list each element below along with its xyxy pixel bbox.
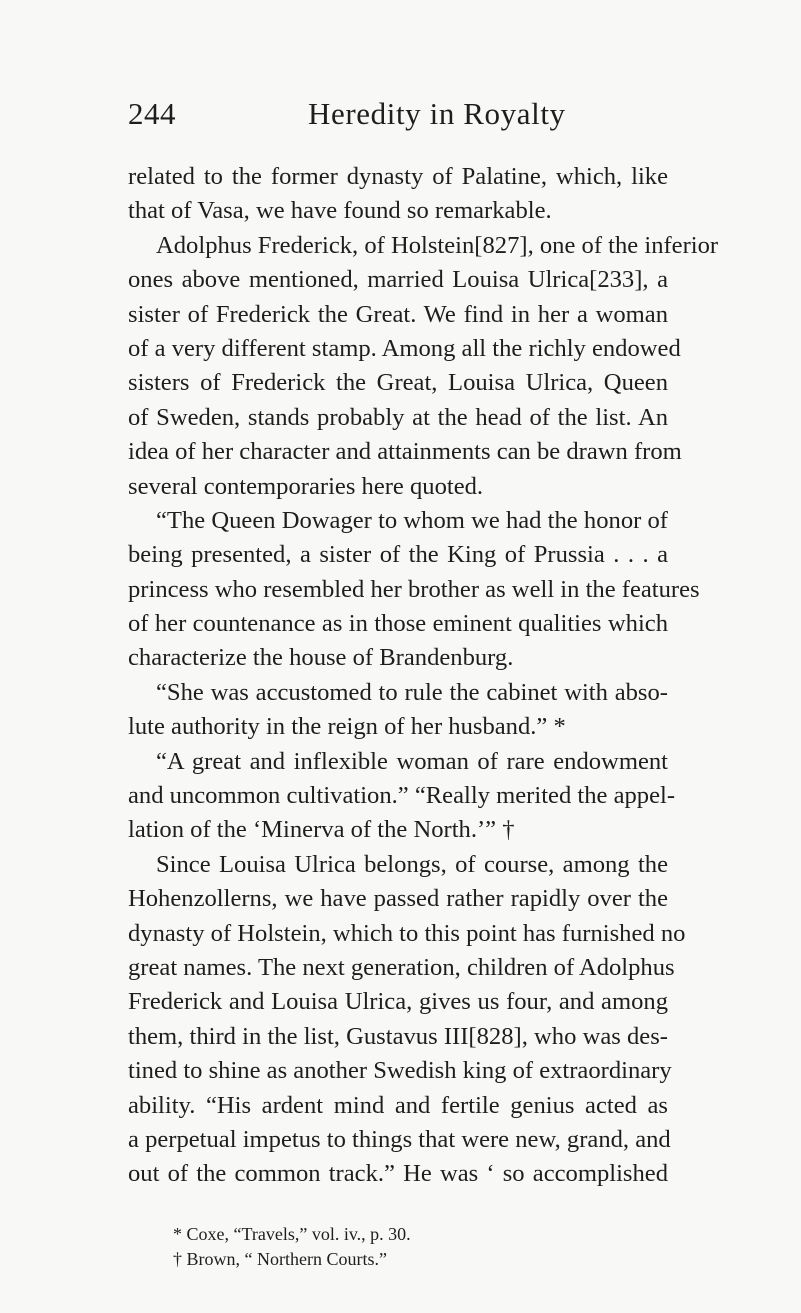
text-line: “The Queen Dowager to whom we had the honor of <box>156 506 668 534</box>
text-line: them, third in the list, Gustavus III[828], who was des- <box>128 1022 668 1050</box>
text-line: great names. The next generation, children of Adolphus <box>128 953 675 981</box>
text-line: dynasty of Holstein, which to this point has furnished no <box>128 919 686 947</box>
text-line: that of Vasa, we have found so remarkable. <box>128 197 552 225</box>
text-line: Adolphus Frederick, of Holstein[827], one of the inferior <box>156 231 719 259</box>
text-line: sisters of Frederick the Great, Louisa Ulrica, Queen <box>128 369 668 397</box>
body-text <box>128 160 719 1192</box>
text-line: idea of her character and attainments can be drawn from <box>128 438 682 466</box>
text-line: lation of the ‘Minerva of the North.’” † <box>128 816 515 844</box>
page-header <box>128 96 668 146</box>
text-line: Since Louisa Ulrica belongs, of course, among the <box>156 850 668 878</box>
text-line: Frederick and Louisa Ulrica, gives us four, and among <box>128 988 668 1016</box>
text-line: ability. “His ardent mind and fertile genius acted as <box>128 1091 668 1119</box>
text-line: tined to shine as another Swedish king of extraordinary <box>128 1057 672 1085</box>
footnote: * Coxe, “Travels,” vol. iv., p. 30. <box>173 1224 411 1244</box>
text-line: of Sweden, stands probably at the head of the list. An <box>128 403 668 431</box>
text-line: “A great and inflexible woman of rare endowment <box>156 747 668 775</box>
text-line: out of the common track.” He was ‘ so accomplished <box>128 1160 668 1188</box>
text-line: related to the former dynasty of Palatine, which, like <box>128 163 668 190</box>
text-line: characterize the house of Brandenburg. <box>128 644 514 672</box>
text-line: lute authority in the reign of her husband.” * <box>128 713 566 741</box>
running-head: Heredity in Royalty <box>308 96 566 131</box>
text-line: being presented, a sister of the King of Prussia . . . a <box>128 541 668 569</box>
text-line: of her countenance as in those eminent qualities which <box>128 610 668 638</box>
text-line: ones above mentioned, married Louisa Ulrica[233], a <box>128 266 668 294</box>
text-line: of a very different stamp. Among all the richly endowed <box>128 334 681 362</box>
text-line: Hohenzollerns, we have passed rather rapidly over the <box>128 885 668 913</box>
footnote: † Brown, “ Northern Courts.” <box>173 1249 387 1269</box>
text-line: “She was accustomed to rule the cabinet with abso- <box>156 678 668 706</box>
text-line: princess who resembled her brother as well in the features <box>128 575 700 603</box>
text-line: and uncommon cultivation.” “Really merited the appel- <box>128 782 676 810</box>
text-line: several contemporaries here quoted. <box>128 472 484 500</box>
text-line: sister of Frederick the Great. We find in her a woman <box>128 300 668 328</box>
text-line: a perpetual impetus to things that were new, grand, and <box>128 1125 671 1153</box>
footnotes <box>173 1222 673 1272</box>
page-number: 244 <box>128 96 176 131</box>
